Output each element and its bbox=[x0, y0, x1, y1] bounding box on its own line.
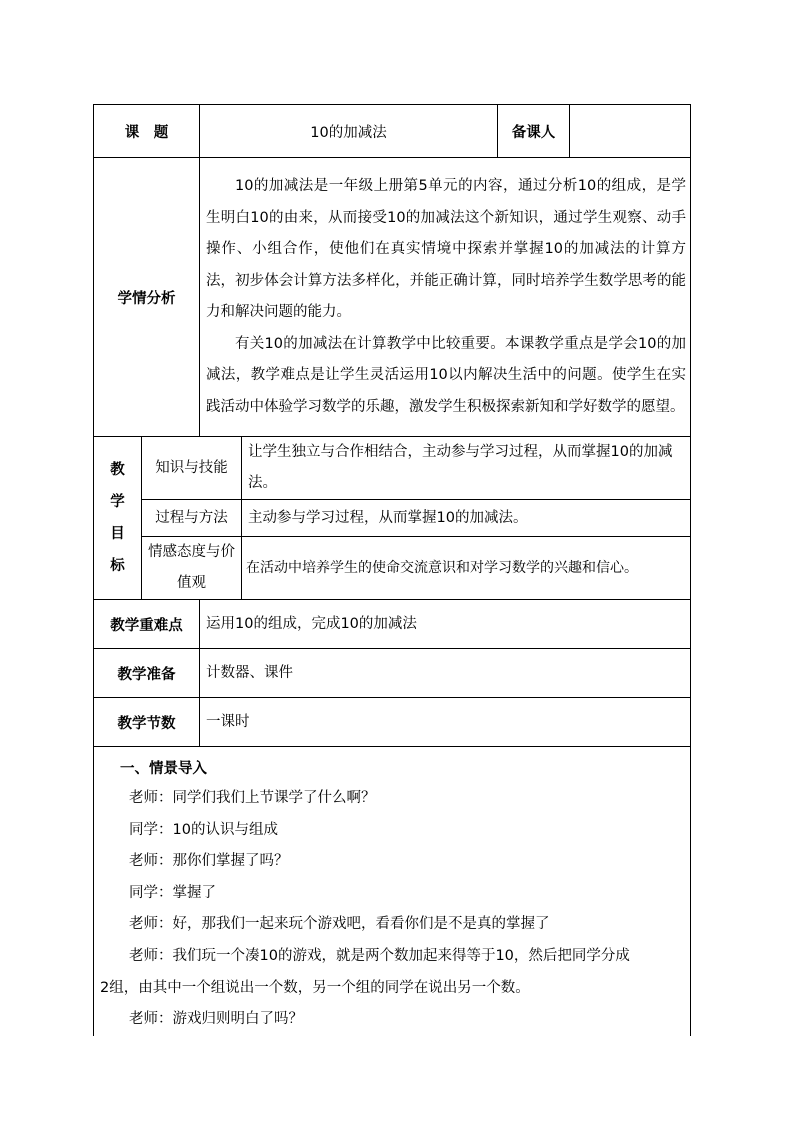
lesson-plan-table bbox=[93, 104, 691, 1036]
analysis-content bbox=[200, 158, 691, 437]
goals-label-char: 学 bbox=[110, 494, 125, 510]
teaching-process-row bbox=[94, 747, 691, 1036]
key-points-value: 运用10的组成，完成10的加减法 bbox=[200, 600, 691, 649]
preparation-value: 计数器、课件 bbox=[200, 649, 691, 698]
periods-value: 一课时 bbox=[200, 698, 691, 747]
dialog-line: 老师：游戏归则明白了吗？ bbox=[129, 1011, 303, 1028]
dialog-line: 2组，由其中一个组说出一个数，另一个组的同学在说出另一个数。 bbox=[100, 979, 530, 996]
knowledge-label: 知识与技能 bbox=[142, 437, 242, 500]
process-label: 过程与方法 bbox=[142, 500, 242, 537]
key-points-row bbox=[94, 600, 691, 649]
dialog-line: 老师：好，那我们一起来玩个游戏吧，看看你们是不是真的掌握了 bbox=[129, 916, 550, 933]
goal-emotion-row bbox=[94, 537, 691, 600]
emotion-text: 在活动中培养学生的使命交流意识和对学习数学的兴趣和信心。 bbox=[242, 537, 691, 600]
goal-process-row bbox=[94, 500, 691, 537]
knowledge-text: 让学生独立与合作相结合，主动参与学习过程，从而掌握10的加减法。 bbox=[242, 437, 691, 500]
goals-label bbox=[94, 437, 142, 600]
goals-label-char: 标 bbox=[110, 558, 125, 574]
key-points-label: 教学重难点 bbox=[94, 600, 200, 649]
preparation-label: 教学准备 bbox=[94, 649, 200, 698]
dialog-line: 同学：10的认识与组成 bbox=[129, 821, 278, 838]
analysis-row bbox=[94, 158, 691, 437]
preparer-value bbox=[570, 105, 691, 158]
goal-knowledge-row bbox=[94, 437, 691, 500]
analysis-paragraph-2: 有关10的加减法在计算教学中比较重要。本课教学重点是学会10的加减法，教学难点是让学生灵活运用10以内解决生活中的问题。使学生在实践活动中体验学习数学的乐趣，激发学生积极探索新知和学好数学的愿望。 bbox=[206, 335, 687, 415]
process-text: 主动参与学习过程，从而掌握10的加减法。 bbox=[242, 500, 691, 537]
dialog-line: 同学：掌握了 bbox=[129, 884, 216, 901]
periods-row bbox=[94, 698, 691, 747]
dialog-line: 老师：同学们我们上节课学了什么啊？ bbox=[129, 790, 376, 806]
analysis-label: 学情分析 bbox=[94, 158, 200, 437]
analysis-paragraph-1: 10的加减法是一年级上册第5单元的内容，通过分析10的组成，是学生明白10的由来，从而接受10的加减法这个新知识，通过学生观察、动手操作、小组合作，使他们在真实情境中探索并掌握10的加减法的计算方法，初步体会计算方法多样化，并能正确计算，同时培养学生数学思考的能力和解决问题的能力。 bbox=[206, 178, 687, 320]
periods-label: 教学节数 bbox=[94, 698, 200, 747]
preparer-label: 备课人 bbox=[498, 105, 570, 158]
dialog-line: 老师：我们玩一个凑10的游戏，就是两个数加起来得等于10，然后把同学分成 bbox=[129, 947, 630, 964]
dialog-line: 老师：那你们掌握了吗？ bbox=[129, 853, 289, 870]
emotion-label: 情感态度与价值观 bbox=[142, 537, 242, 600]
goals-label-char: 教 bbox=[110, 462, 125, 478]
topic-value: 10的加减法 bbox=[200, 105, 498, 158]
topic-row bbox=[94, 105, 691, 158]
preparation-row bbox=[94, 649, 691, 698]
goals-label-char: 目 bbox=[110, 526, 125, 542]
section-title: 一、情景导入 bbox=[120, 761, 207, 777]
teaching-process bbox=[94, 747, 691, 1036]
topic-label: 课 题 bbox=[94, 105, 200, 158]
